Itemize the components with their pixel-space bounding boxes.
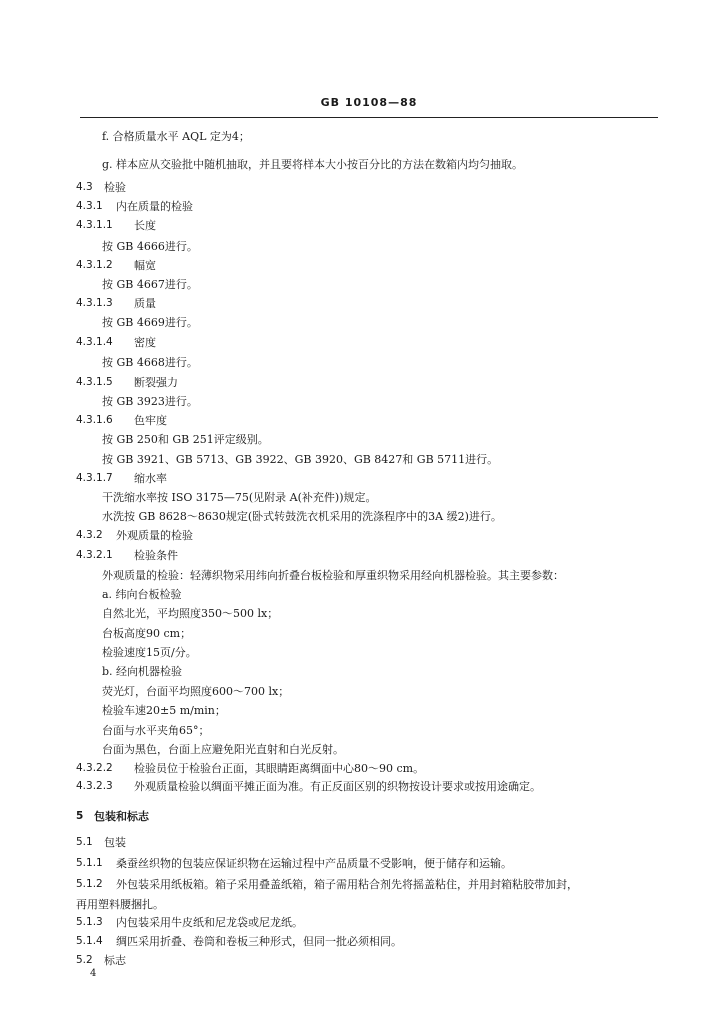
clause-text: 标志 — [104, 954, 126, 967]
body-text: 按 GB 250和 GB 251评定级别。 — [102, 433, 269, 446]
clause-text: 绸匹采用折叠、卷筒和卷板三种形式，但同一批必须相同。 — [116, 935, 402, 948]
clause-text: 检验条件 — [134, 549, 178, 562]
body-text: 再用塑料腰捆扎。 — [76, 898, 164, 911]
clause-text: 检验 — [104, 181, 126, 194]
body-text: 按 GB 4669进行。 — [102, 316, 198, 329]
clause-number: 5.1 — [76, 836, 93, 848]
clause-number: 4.3.1.2 — [76, 259, 113, 271]
body-text: 台面为黑色，台面上应避免阳光直射和白光反射。 — [102, 743, 344, 756]
clause-number: 5.2 — [76, 954, 93, 966]
clause-text: 外包装采用纸板箱。箱子采用叠盖纸箱，箱子需用粘合剂先将摇盖粘住，并用封箱粘胶带加封， — [116, 878, 578, 891]
clause-text: 密度 — [134, 336, 156, 349]
body-text: b. 经向机器检验 — [102, 665, 183, 678]
body-text: 水洗按 GB 8628～8630规定(卧式转鼓洗衣机采用的洗涤程序中的3A 缓2)进行。 — [102, 510, 502, 523]
body-text: 外观质量的检验：轻薄织物采用纬向折叠台板检验和厚重织物采用经向机器检验。其主要参数： — [102, 569, 564, 582]
clause-text: 断裂强力 — [134, 376, 178, 389]
body-text: 检验车速20±5 m/min； — [102, 704, 226, 717]
clause-number: 4.3.1 — [76, 200, 103, 212]
clause-number: 5.1.1 — [76, 857, 103, 869]
page-number: 4 — [90, 968, 97, 979]
clause-number: 5.1.3 — [76, 916, 103, 928]
body-text: 按 GB 4666进行。 — [102, 240, 198, 253]
clause-number: 5.1.4 — [76, 935, 103, 947]
clause-text: 外观质量检验以绸面平摊正面为准。有正反面区别的织物按设计要求或按用途确定。 — [134, 780, 541, 793]
clause-number: 4.3.1.7 — [76, 472, 113, 484]
clause-number: 4.3.2.3 — [76, 780, 113, 792]
clause-number: 4.3.2.2 — [76, 762, 113, 774]
clause-text: 幅宽 — [134, 259, 156, 272]
clause-number: 5 — [76, 810, 84, 822]
clause-text: 包装 — [104, 836, 126, 849]
body-text: g. 样本应从交验批中随机抽取，并且要将样本大小按百分比的方法在数箱内均匀抽取。 — [102, 158, 524, 171]
clause-text: 色牢度 — [134, 414, 167, 427]
body-text: 台面与水平夹角65°； — [102, 724, 210, 737]
body-text: 按 GB 4668进行。 — [102, 356, 198, 369]
clause-text: 长度 — [134, 219, 156, 232]
clause-number: 4.3.1.6 — [76, 414, 113, 426]
clause-number: 4.3 — [76, 181, 93, 193]
clause-number: 5.1.2 — [76, 878, 103, 890]
body-text: a. 纬向台板检验 — [102, 588, 182, 601]
clause-number: 4.3.1.1 — [76, 219, 113, 231]
clause-text: 内在质量的检验 — [116, 200, 193, 213]
body-text: 自然北光，平均照度350～500 lx； — [102, 607, 279, 620]
clause-number: 4.3.2.1 — [76, 549, 113, 561]
body-text: 按 GB 3923进行。 — [102, 395, 198, 408]
header-rule — [80, 117, 658, 118]
clause-number: 4.3.1.3 — [76, 297, 113, 309]
clause-text: 检验员位于检验台正面，其眼睛距离绸面中心80～90 cm。 — [134, 762, 425, 775]
body-text: 干洗缩水率按 ISO 3175—75(见附录 A(补充件))规定。 — [102, 491, 377, 504]
clause-text: 桑蚕丝织物的包装应保证织物在运输过程中产品质量不受影响，便于储存和运输。 — [116, 857, 512, 870]
body-text: 检验速度15页/分。 — [102, 646, 197, 659]
body-text: f. 合格质量水平 AQL 定为4； — [102, 130, 250, 143]
clause-text: 缩水率 — [134, 472, 167, 485]
body-text: 按 GB 3921、GB 5713、GB 3922、GB 3920、GB 8427和 GB 5711进行。 — [102, 453, 499, 466]
clause-text: 包装和标志 — [94, 810, 149, 823]
clause-number: 4.3.1.5 — [76, 376, 113, 388]
clause-text: 质量 — [134, 297, 156, 310]
body-text: 荧光灯，台面平均照度600～700 lx； — [102, 685, 290, 698]
clause-number: 4.3.1.4 — [76, 336, 113, 348]
clause-text: 外观质量的检验 — [116, 529, 193, 542]
clause-number: 4.3.2 — [76, 529, 103, 541]
body-text: 台板高度90 cm； — [102, 627, 192, 640]
clause-text: 内包装采用牛皮纸和尼龙袋或尼龙纸。 — [116, 916, 303, 929]
body-text: 按 GB 4667进行。 — [102, 278, 198, 291]
running-header: GB 10108—88 — [320, 96, 418, 109]
